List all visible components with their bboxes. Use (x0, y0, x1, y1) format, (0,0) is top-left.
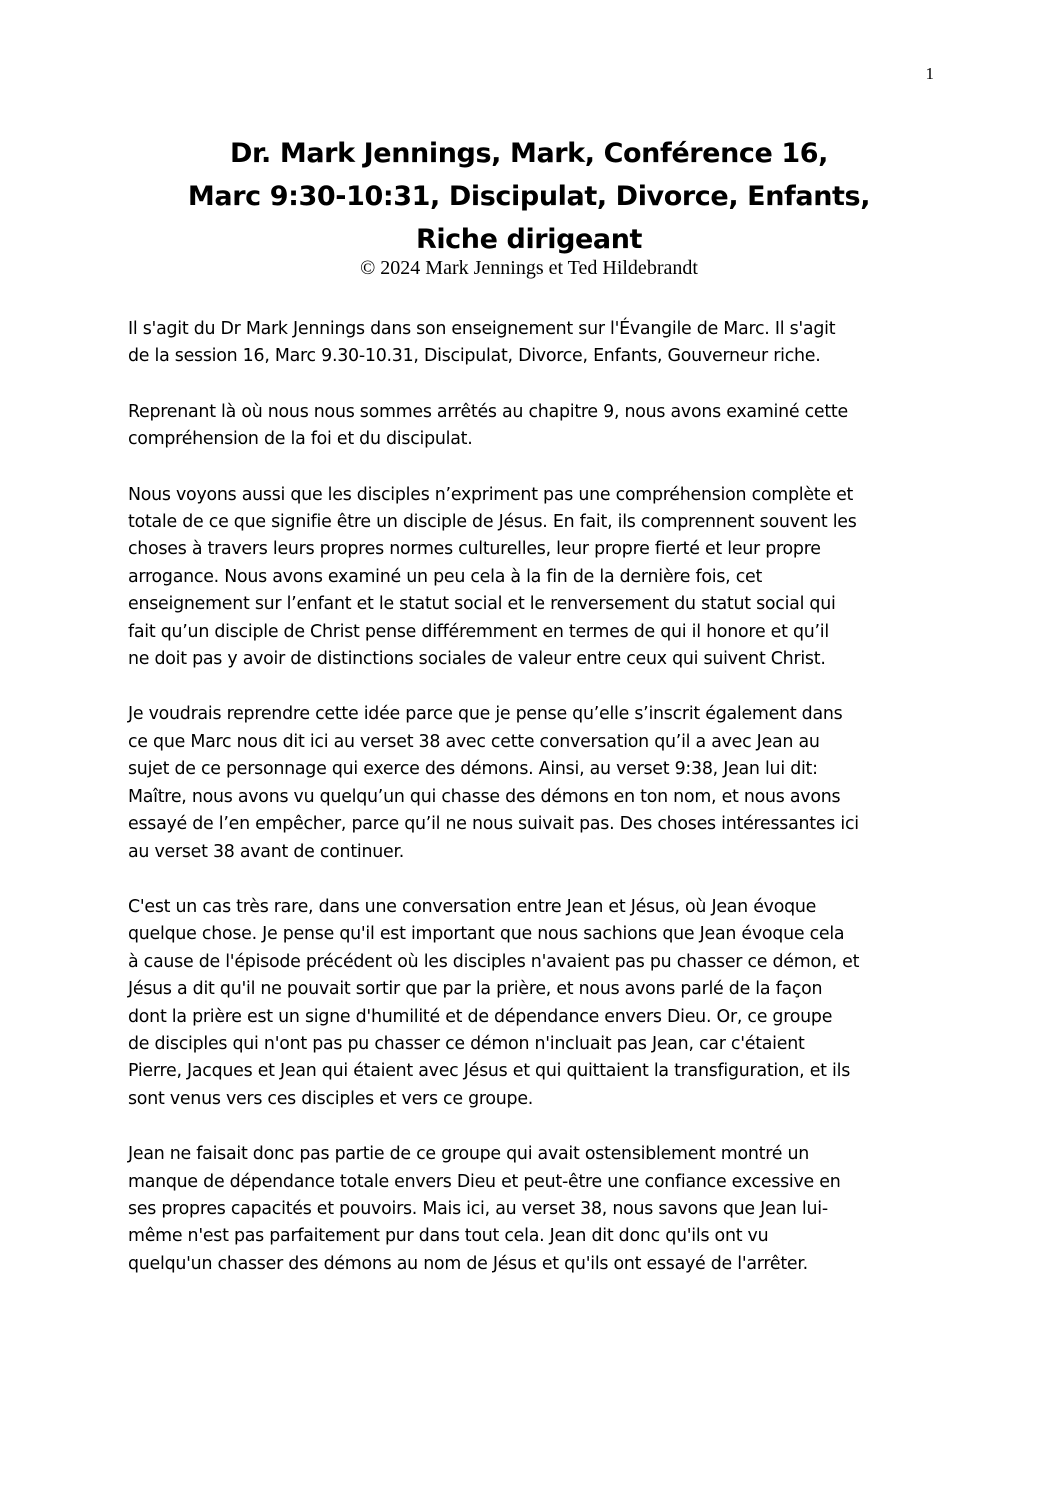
title-line: Dr. Mark Jennings, Mark, Conférence 16, (229, 138, 829, 169)
paragraph (128, 701, 938, 865)
paragraph-line: ce que Marc nous dit ici au verset 38 avec cette conversation qu’il a avec Jean au (128, 731, 820, 752)
paragraph-line: au verset 38 avant de continuer. (128, 841, 405, 862)
paragraph-line: à cause de l'épisode précédent où les disciples n'avaient pas pu chasser ce démon, et (128, 951, 860, 972)
paragraph-line: Jean ne faisait donc pas partie de ce groupe qui avait ostensiblement montré un (128, 1144, 810, 1165)
paragraph (128, 399, 938, 454)
paragraph-line: de la session 16, Marc 9.30-10.31, Discipulat, Divorce, Enfants, Gouverneur riche. (128, 346, 821, 367)
paragraph-line: de disciples qui n'ont pas pu chasser ce démon n'incluait pas Jean, car c'étaient (128, 1033, 805, 1054)
paragraph-line: ne doit pas y avoir de distinctions sociales de valeur entre ceux qui suivent Christ. (128, 649, 826, 670)
paragraph-line: Pierre, Jacques et Jean qui étaient avec Jésus et qui quittaient la transfiguration, et ils (128, 1061, 850, 1082)
paragraph-line: compréhension de la foi et du discipulat. (128, 429, 473, 450)
paragraph (128, 316, 938, 371)
paragraph-line: sujet de ce personnage qui exerce des démons. Ainsi, au verset 9:38, Jean lui dit: (128, 759, 818, 780)
paragraph (128, 482, 938, 674)
paragraph-line: même n'est pas parfaitement pur dans tout cela. Jean dit donc qu'ils ont vu (128, 1226, 769, 1247)
title-line: Riche dirigeant (415, 224, 643, 255)
paragraph-line: enseignement sur l’enfant et le statut social et le renversement du statut social qui (128, 594, 836, 615)
document-header (0, 132, 1058, 279)
paragraph-line: Jésus a dit qu'il ne pouvait sortir que par la prière, et nous avons parlé de la façon (128, 979, 823, 1000)
paragraph-line: fait qu’un disciple de Christ pense différemment en termes de qui il honore et qu’il (128, 621, 829, 642)
paragraph-line: Nous voyons aussi que les disciples n’expriment pas une compréhension complète et (128, 484, 854, 505)
paragraph-line: Il s'agit du Dr Mark Jennings dans son enseignement sur l'Évangile de Marc. Il s'agit (128, 319, 836, 339)
paragraph (128, 1141, 938, 1278)
paragraph (128, 894, 938, 1113)
paragraph-line: Reprenant là où nous nous sommes arrêtés au chapitre 9, nous avons examiné cette (128, 401, 848, 422)
paragraph-line: dont la prière est un signe d'humilité et de dépendance envers Dieu. Or, ce groupe (128, 1006, 833, 1027)
paragraph-line: Je voudrais reprendre cette idée parce que je pense qu’elle s’inscrit également dans (128, 704, 843, 725)
paragraph-line: sont venus vers ces disciples et vers ce groupe. (128, 1088, 534, 1109)
title-line: Marc 9:30-10:31, Discipulat, Divorce, Enfants, (187, 181, 871, 212)
copyright-notice: © 2024 Mark Jennings et Ted Hildebrandt (360, 257, 698, 279)
paragraph-line: totale de ce que signifie être un disciple de Jésus. En fait, ils comprennent souvent les (128, 512, 857, 533)
paragraph-line: arrogance. Nous avons examiné un peu cela à la fin de la dernière fois, cet (128, 566, 763, 587)
paragraph-line: essayé de l’en empêcher, parce qu’il ne nous suivait pas. Des choses intéressantes ici (128, 814, 859, 835)
document-body (128, 316, 938, 1306)
paragraph-line: ses propres capacités et pouvoirs. Mais ici, au verset 38, nous savons que Jean lui- (128, 1198, 828, 1219)
paragraph-line: manque de dépendance totale envers Dieu et peut-être une confiance excessive en (128, 1171, 841, 1192)
paragraph-line: quelque chose. Je pense qu'il est important que nous sachions que Jean évoque cela (128, 924, 845, 945)
paragraph-line: Maître, nous avons vu quelqu’un qui chasse des démons en ton nom, et nous avons (128, 786, 841, 807)
paragraph-line: C'est un cas très rare, dans une conversation entre Jean et Jésus, où Jean évoque (128, 896, 817, 917)
page-number: 1 (925, 64, 934, 83)
paragraph-line: choses à travers leurs propres normes culturelles, leur propre fierté et leur propre (128, 539, 821, 560)
paragraph-line: quelqu'un chasser des démons au nom de Jésus et qu'ils ont essayé de l'arrêter. (128, 1253, 808, 1274)
